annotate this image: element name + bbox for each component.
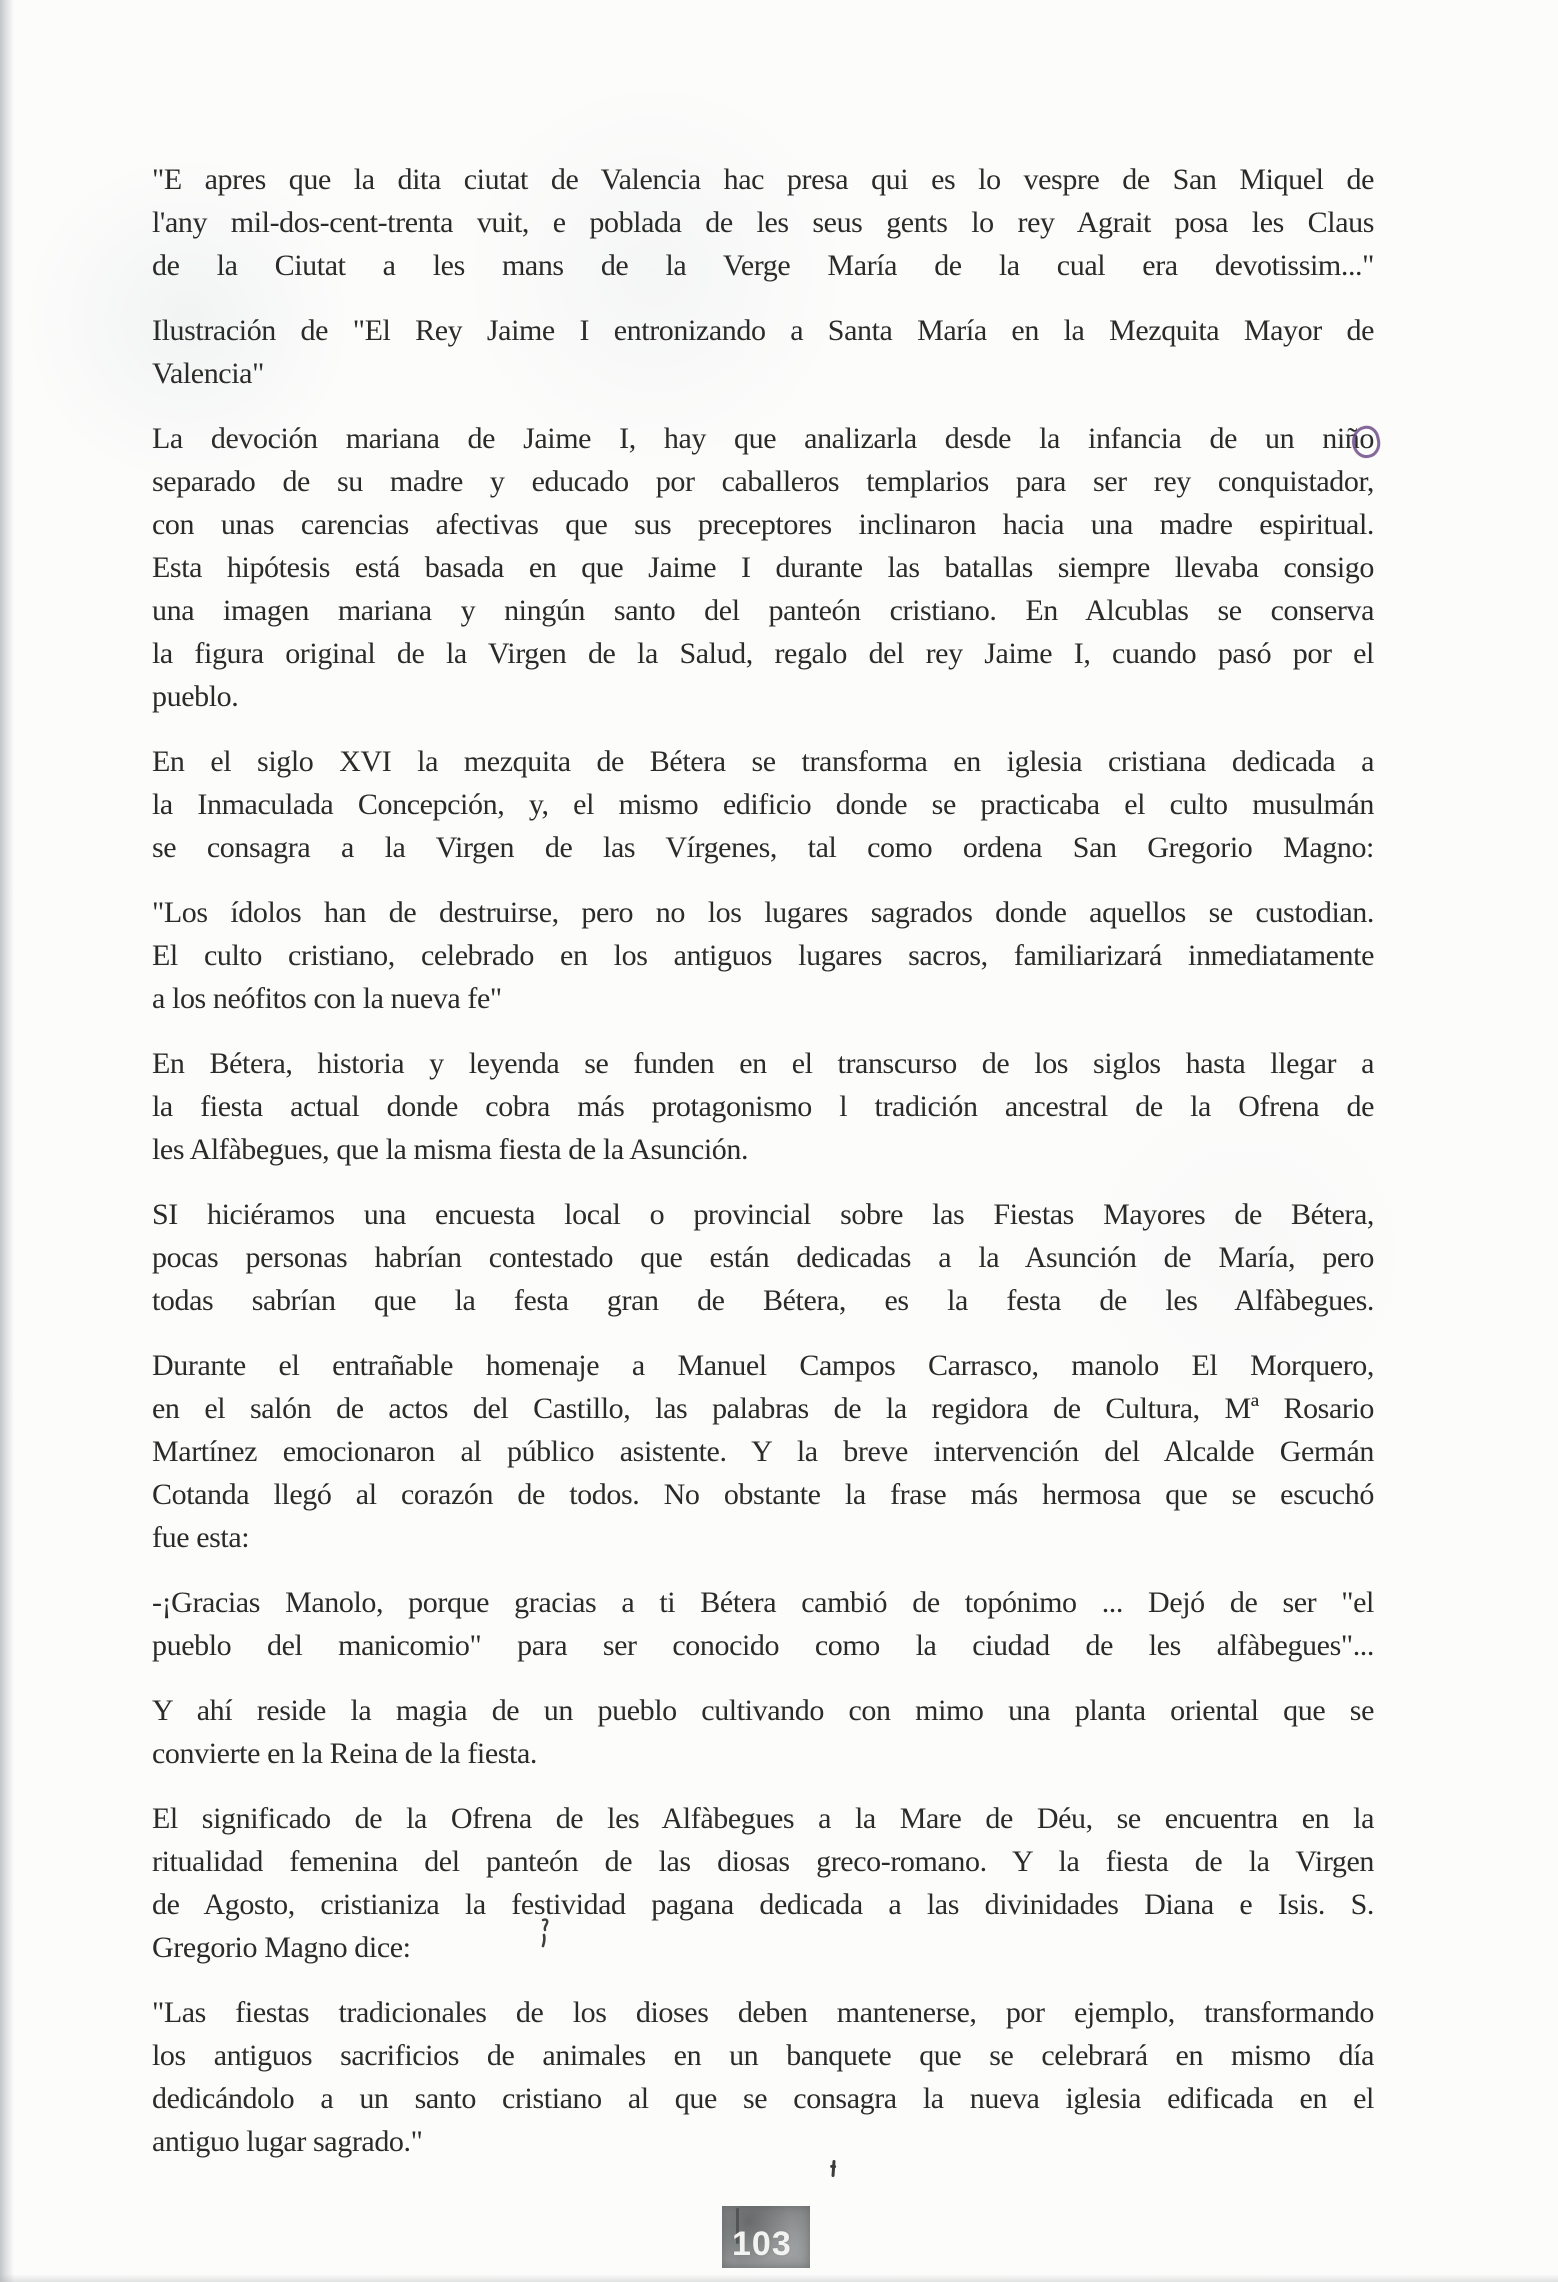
paragraph (152, 891, 1374, 1020)
text-line: todas sabrían que la festa gran de Bétera, es la festa de les Alfàbegues. (152, 1284, 1374, 1317)
text-line: En Bétera, historia y leyenda se funden en el transcurso de los siglos hasta llegar a (152, 1047, 1374, 1080)
paragraph (152, 1042, 1374, 1171)
text-line: se consagra a la Virgen de las Vírgenes, tal como ordena San Gregorio Magno: (152, 831, 1374, 864)
text-line: de Agosto, cristianiza la festividad pagana dedicada a las divinidades Diana e Isis. S. (152, 1888, 1374, 1921)
paragraph (152, 740, 1374, 869)
text-line: convierte en la Reina de la fiesta. (152, 1737, 537, 1770)
text-line: una imagen mariana y ningún santo del panteón cristiano. En Alcublas se conserva (152, 594, 1374, 627)
text-block (152, 158, 1374, 2185)
paragraph (152, 1581, 1374, 1667)
text-line: fue esta: (152, 1521, 250, 1554)
ink-squiggle-mark (538, 1918, 552, 1948)
paragraph (152, 309, 1374, 395)
text-line: dedicándolo a un santo cristiano al que se consagra la nueva iglesia edificada en el (152, 2082, 1374, 2115)
text-line: Cotanda llegó al corazón de todos. No obstante la frase más hermosa que se escuchó (152, 1478, 1374, 1511)
text-line: El culto cristiano, celebrado en los antiguos lugares sacros, familiarizará inmediatamente (152, 939, 1374, 972)
text-line: El significado de la Ofrena de les Alfàbegues a la Mare de Déu, se encuentra en la (152, 1802, 1374, 1835)
text-line: los antiguos sacrificios de animales en un banquete que se celebrará en mismo día (152, 2039, 1374, 2072)
paragraph (152, 1193, 1374, 1322)
text-line: En el siglo XVI la mezquita de Bétera se transforma en iglesia cristiana dedicada a (152, 745, 1374, 778)
text-line: SI hiciéramos una encuesta local o provincial sobre las Fiestas Mayores de Bétera, (152, 1198, 1374, 1231)
paragraph (152, 1344, 1374, 1559)
text-line: La devoción mariana de Jaime I, hay que analizarla desde la infancia de un niño (152, 422, 1374, 455)
page-number: 103 (732, 2225, 792, 2263)
text-line: Ilustración de "El Rey Jaime I entronizando a Santa María en la Mezquita Mayor de (152, 314, 1374, 347)
text-line: la fiesta actual donde cobra más protagonismo l tradición ancestral de la Ofrena de (152, 1090, 1374, 1123)
paragraph (152, 1991, 1374, 2163)
text-line: pueblo del manicomio" para ser conocido como la ciudad de les alfàbegues"... (152, 1629, 1374, 1662)
text-line: a los neófitos con la nueva fe" (152, 982, 502, 1015)
text-line: Valencia" (152, 357, 264, 390)
text-line: antiguo lugar sagrado." (152, 2125, 423, 2158)
scan-edge-shadow-left (0, 0, 14, 2282)
text-line: l'any mil-dos-cent-trenta vuit, e poblada de les seus gents lo rey Agrait posa les Claus (152, 206, 1374, 239)
text-line: en el salón de actos del Castillo, las palabras de la regidora de Cultura, Mª Rosario (152, 1392, 1374, 1425)
text-line: Durante el entrañable homenaje a Manuel Campos Carrasco, manolo El Morquero, (152, 1349, 1374, 1382)
text-line: con unas carencias afectivas que sus preceptores inclinaron hacia una madre espiritual. (152, 508, 1374, 541)
text-line: de la Ciutat a les mans de la Verge María de la cual era devotissim..." (152, 249, 1374, 282)
text-line: Esta hipótesis está basada en que Jaime I durante las batallas siempre llevaba consigo (152, 551, 1374, 584)
paragraph (152, 158, 1374, 287)
text-line: ritualidad femenina del panteón de las diosas greco-romano. Y la fiesta de la Virgen (152, 1845, 1374, 1878)
text-line: "Las fiestas tradicionales de los dioses deben mantenerse, por ejemplo, transformando (152, 1996, 1374, 2029)
text-line: Gregorio Magno dice: (152, 1931, 411, 1964)
paragraph (152, 1797, 1374, 1969)
page-number-badge (722, 2206, 810, 2268)
text-line: Martínez emocionaron al público asistente. Y la breve intervención del Alcalde Germán (152, 1435, 1374, 1468)
text-line: separado de su madre y educado por caballeros templarios para ser rey conquistador, (152, 465, 1374, 498)
text-line: pueblo. (152, 680, 239, 713)
text-line: les Alfàbegues, que la misma fiesta de la Asunción. (152, 1133, 749, 1166)
text-line: pocas personas habrían contestado que están dedicadas a la Asunción de María, pero (152, 1241, 1374, 1274)
text-line: la Inmaculada Concepción, y, el mismo edificio donde se practicaba el culto musulmán (152, 788, 1374, 821)
text-line: -¡Gracias Manolo, porque gracias a ti Bétera cambió de topónimo ... Dejó de ser "el (152, 1586, 1374, 1619)
text-line: Y ahí reside la magia de un pueblo cultivando con mimo una planta oriental que se (152, 1694, 1374, 1727)
text-line: la figura original de la Virgen de la Salud, regalo del rey Jaime I, cuando pasó por el (152, 637, 1374, 670)
paragraph (152, 1689, 1374, 1775)
paragraph (152, 417, 1374, 718)
text-line: "Los ídolos han de destruirse, pero no los lugares sagrados donde aquellos se custodian. (152, 896, 1374, 929)
text-line: "E apres que la dita ciutat de Valencia hac presa qui es lo vespre de San Miquel de (152, 163, 1374, 196)
scan-edge-shadow-bottom (0, 2274, 1558, 2282)
